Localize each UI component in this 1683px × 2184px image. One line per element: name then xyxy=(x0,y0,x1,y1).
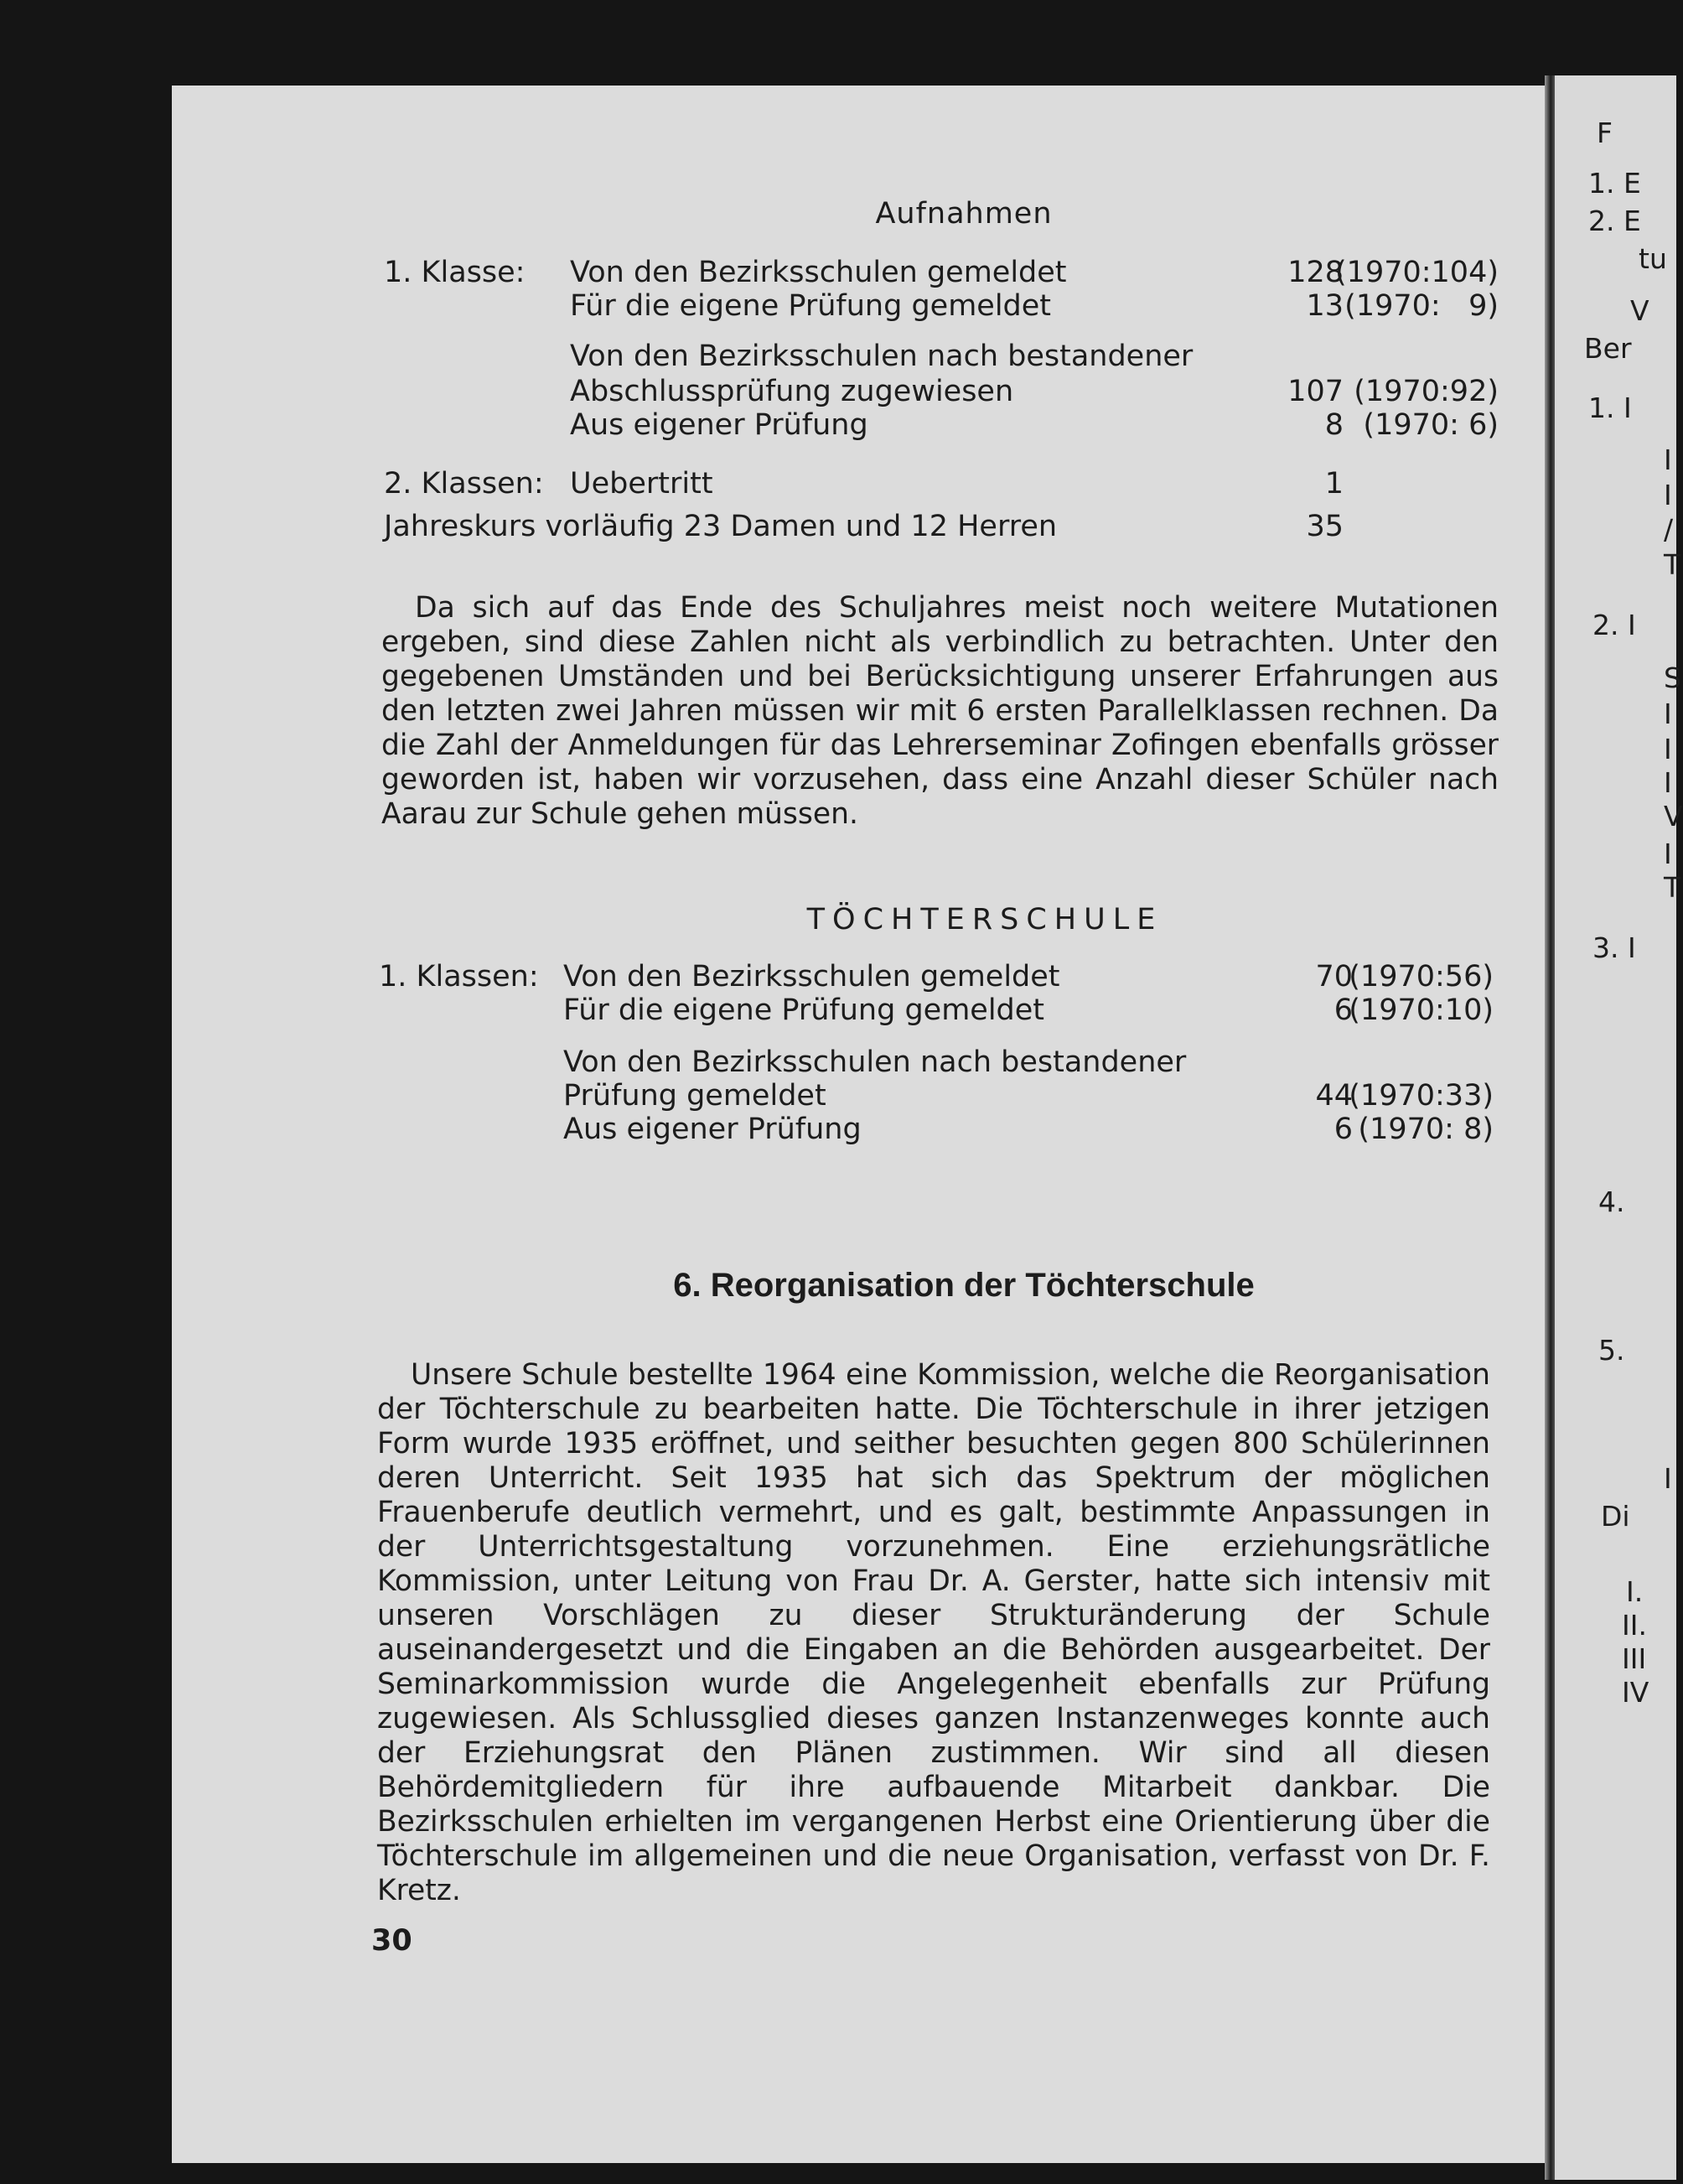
row-label: 1. Klassen: xyxy=(379,960,539,993)
adjacent-page-fragment: 1. E xyxy=(1588,167,1641,200)
adjacent-page-fragment: Ber xyxy=(1584,332,1632,365)
row-count: 8 xyxy=(1324,408,1344,442)
row-previous-year: (1970: 6) xyxy=(1363,408,1499,442)
row-previous-year: (1970:104) xyxy=(1335,256,1499,289)
row-count: 6 xyxy=(1333,993,1353,1027)
row-count: 70 xyxy=(1315,960,1353,993)
row-count: 6 xyxy=(1333,1113,1353,1146)
adjacent-page-fragment: 2. I xyxy=(1592,609,1636,641)
adjacent-page-fragment: V xyxy=(1664,800,1683,833)
row-label: 2. Klassen: xyxy=(384,467,544,501)
row-previous-year: (1970:33) xyxy=(1349,1079,1494,1113)
row-text: Von den Bezirksschulen gemeldet xyxy=(563,960,1060,993)
row-previous-year: (1970: 8) xyxy=(1358,1113,1494,1146)
adjacent-page-fragment: 2. E xyxy=(1588,205,1641,237)
adjacent-page-fragment: I. xyxy=(1626,1575,1644,1608)
row-text: Von den Bezirksschulen gemeldet xyxy=(570,256,1067,289)
row-previous-year: (1970:92) xyxy=(1354,375,1499,408)
row-text: Für die eigene Prüfung gemeldet xyxy=(563,993,1045,1027)
row-count: 107 xyxy=(1287,375,1344,408)
row-count: 13 xyxy=(1306,289,1344,323)
row-label: Jahreskurs vorläufig 23 Damen und 12 Herren xyxy=(384,510,1058,543)
row-previous-year: (1970:56) xyxy=(1349,960,1494,993)
section-paragraph: Unsere Schule bestellte 1964 eine Kommission, welche die Reorganisation der Töchterschule zu bearbeiten hatte. Die Töchterschule in ihrer jetzigen Form wurde 1935 eröffnet, und seither besuchten gegen 800 Schülerinnen deren Unterricht. Seit 1935 hat sich das Spektrum der möglichen Frauenberufe deutlich vermehrt, und es galt, bestimmte Anpassungen in der Unterrichtsgestaltung vorzunehmen. Eine erziehungsrätliche Kommission, unter Leitung von Frau Dr. A. Gerster, hatte sich intensiv mit unseren Vorschlägen zu dieser Strukturänderung der Schule auseinandergesetzt und die Eingaben an die Behörden ausgearbeitet. Der Seminarkommission wurde die Angelegenheit ebenfalls zur Prüfung zugewiesen. Als Schlussglied dieses ganzen Instanzenweges konnte auch der Erziehungsrat den Plänen zustimmen. Wir sind all diesen Behördemitgliedern für ihre aufbauende Mitarbeit dankbar. Die Bezirksschulen erhielten im vergangenen Herbst eine Orientierung über die Töchterschule im allgemeinen und die neue Organisation, verfasst von Dr. F. Kretz. xyxy=(377,1358,1490,1907)
adjacent-page-fragment: T xyxy=(1664,871,1681,904)
adjacent-page-fragment: Di xyxy=(1601,1500,1630,1533)
adjacent-page xyxy=(1555,75,1683,2180)
adjacent-page-fragment: / xyxy=(1664,513,1674,546)
adjacent-page-fragment: 4. xyxy=(1598,1185,1625,1218)
adjacent-page-fragment: F xyxy=(1597,117,1613,149)
row-text: Aus eigener Prüfung xyxy=(570,408,868,442)
section-title: 6. Reorganisation der Töchterschule xyxy=(673,1267,1255,1304)
row-previous-year: (1970: 9) xyxy=(1344,289,1499,323)
row-text: Von den Bezirksschulen nach bestandener xyxy=(570,340,1194,373)
adjacent-page-fragment: I xyxy=(1664,733,1672,765)
toechterschule-heading: TÖCHTERSCHULE xyxy=(806,903,1163,936)
adjacent-page-fragment: 1. I xyxy=(1588,392,1632,424)
adjacent-page-fragment: 5. xyxy=(1598,1334,1625,1367)
adjacent-page-fragment: I xyxy=(1664,838,1672,870)
page-number: 30 xyxy=(371,1924,412,1958)
adjacent-page-fragment: IV xyxy=(1622,1676,1649,1709)
adjacent-page-fragment: I xyxy=(1664,479,1672,511)
row-text: Aus eigener Prüfung xyxy=(563,1113,862,1146)
adjacent-page-fragment: I xyxy=(1664,1462,1672,1495)
row-count: 1 xyxy=(1324,467,1344,501)
adjacent-page-fragment: tu xyxy=(1639,242,1667,275)
row-count: 128 xyxy=(1287,256,1344,289)
adjacent-page-fragment: I xyxy=(1664,698,1672,730)
row-text: Prüfung gemeldet xyxy=(563,1079,826,1113)
row-previous-year: (1970:10) xyxy=(1349,993,1494,1027)
aufnahmen-heading: Aufnahmen xyxy=(875,197,1053,231)
aufnahmen-paragraph: Da sich auf das Ende des Schuljahres meist noch weitere Mutationen ergeben, sind diese Zahlen nicht als verbindlich zu betrachten. Unter den gegebenen Umständen und bei Berücksichtigung unserer Erfahrungen aus den letzten zwei Jahren müssen wir mit 6 ersten Parallelklassen rechnen. Da die Zahl der Anmeldungen für das Lehrerseminar Zofingen ebenfalls grösser geworden ist, haben wir vorzusehen, dass eine Anzahl dieser Schüler nach Aarau zur Schule gehen müssen. xyxy=(381,591,1499,831)
row-text: Von den Bezirksschulen nach bestandener xyxy=(563,1045,1187,1079)
adjacent-page-fragment: III xyxy=(1622,1642,1647,1675)
adjacent-page-fragment: II. xyxy=(1622,1609,1647,1642)
adjacent-page-fragment: S xyxy=(1664,661,1681,694)
row-text: Uebertritt xyxy=(570,467,713,501)
adjacent-page-fragment: 3. I xyxy=(1592,931,1636,964)
adjacent-page-fragment: I xyxy=(1664,444,1672,476)
row-text: Abschlussprüfung zugewiesen xyxy=(570,375,1014,408)
row-label: 1. Klasse: xyxy=(384,256,526,289)
adjacent-page-fragment: V xyxy=(1630,294,1649,327)
adjacent-page-fragment: I xyxy=(1664,766,1672,799)
adjacent-page-fragment: T xyxy=(1664,548,1681,581)
row-count: 35 xyxy=(1306,510,1344,543)
row-count: 44 xyxy=(1315,1079,1353,1113)
row-text: Für die eigene Prüfung gemeldet xyxy=(570,289,1052,323)
